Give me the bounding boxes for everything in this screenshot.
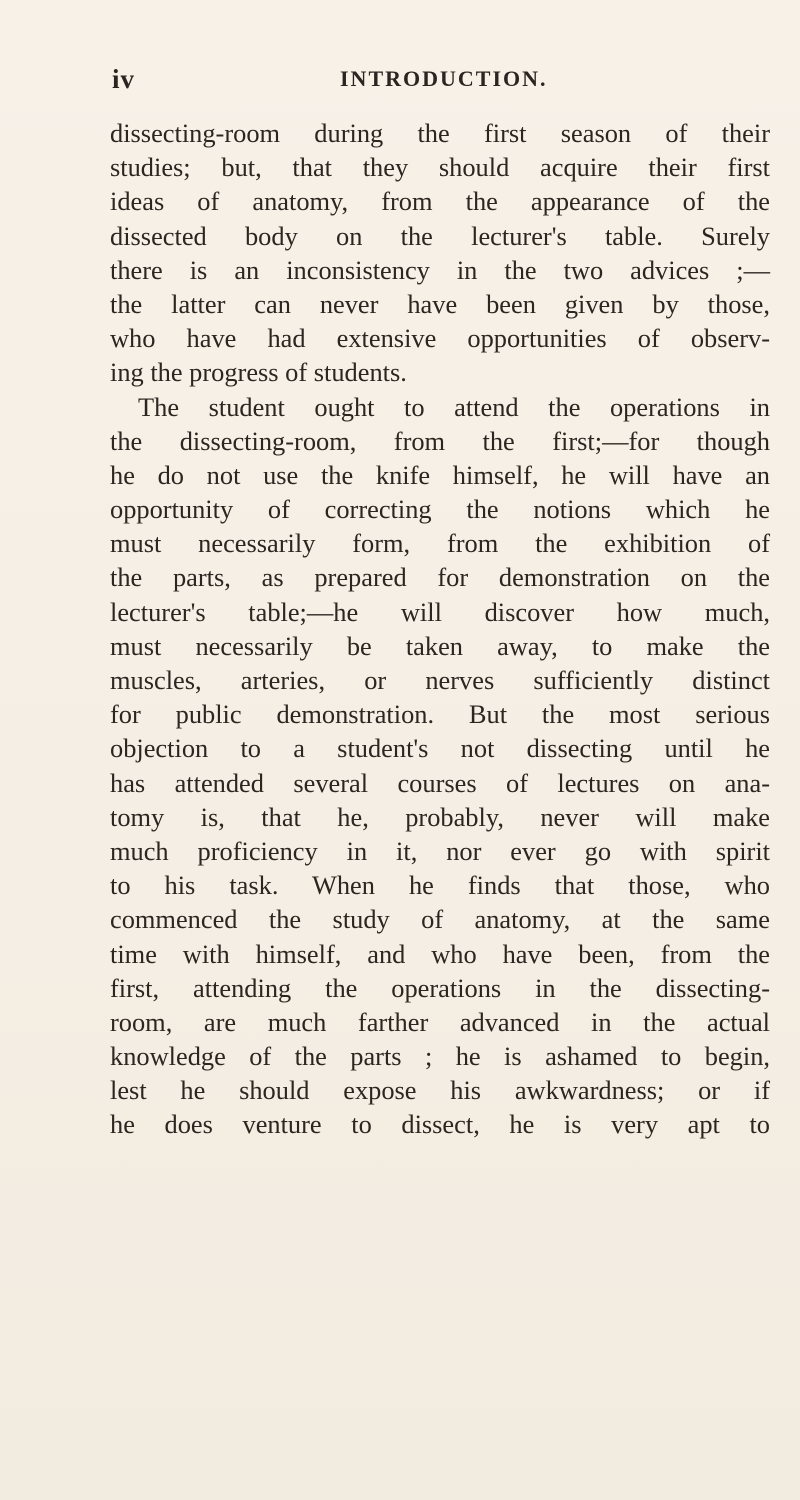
page-number: iv [112,64,136,94]
text-line: objection to a student's not dissecting until he [110,733,770,764]
text-line: first, attending the operations in the dissecting- [110,972,770,1003]
text-line: the latter can never have been given by those, [110,288,770,319]
text-line: must necessarily be taken away, to make the [110,630,770,661]
text-line: muscles, arteries, or nerves sufficiently distinct [110,665,770,695]
running-head-title: INTRODUCTION. [340,66,548,91]
paragraph-start-line: The student ought to attend the operations in [138,391,770,422]
text-line: lest he should expose his awkwardness; or if [110,1075,770,1106]
text-line: there is an inconsistency in the two advices ;— [110,254,770,285]
text-line: studies; but, that they should acquire their first [110,152,770,183]
text-line: commenced the study of anatomy, at the same [110,904,770,935]
paragraph-end-line: ing the progress of students. [110,357,407,388]
text-line: dissecting-room during the first season of their [110,118,770,148]
text-line: the parts, as prepared for demonstration on the [110,562,770,593]
text-line: dissected body on the lecturer's table. Surely [110,220,770,251]
text-line: lecturer's table;—he will discover how much, [110,596,770,627]
text-line: room, are much farther advanced in the actual [110,1006,770,1037]
text-line: he do not use the knife himself, he will have an [110,459,770,490]
text-line: has attended several courses of lectures on ana- [110,767,770,798]
text-line: knowledge of the parts ; he is ashamed to begin, [110,1041,770,1072]
text-line: time with himself, and who have been, from the [110,938,770,969]
text-line: to his task. When he finds that those, who [110,870,770,901]
text-line: the dissecting-room, from the first;—for though [110,425,770,456]
text-line: he does venture to dissect, he is very apt to [110,1109,770,1140]
text-line: who have had extensive opportunities of observ- [110,323,770,354]
text-line: must necessarily form, from the exhibition of [110,528,770,559]
text-line: much proficiency in it, nor ever go with spirit [110,835,770,866]
body-text [110,116,770,1142]
text-line: ideas of anatomy, from the appearance of the [110,186,770,217]
text-line: opportunity of correcting the notions which he [110,494,770,525]
text-line: tomy is, that he, probably, never will make [110,801,770,832]
running-head [108,64,768,104]
text-line: for public demonstration. But the most serious [110,699,770,730]
